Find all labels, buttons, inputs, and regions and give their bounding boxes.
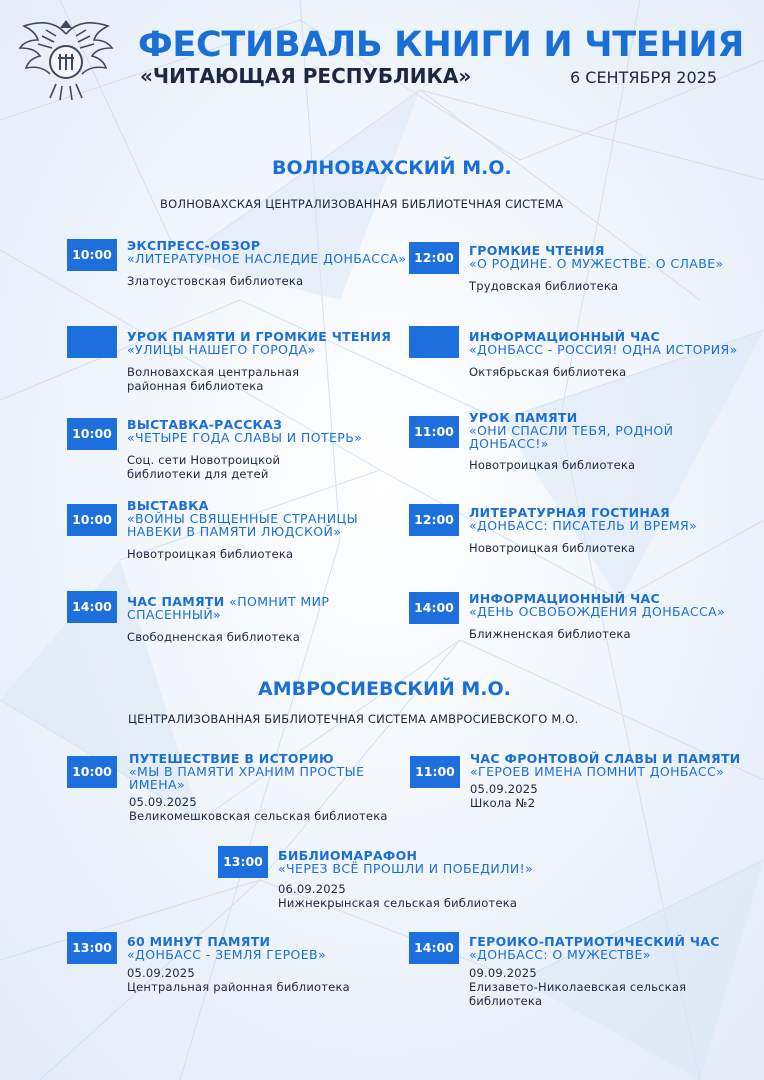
section-organization: ЦЕНТРАЛИЗОВАННАЯ БИБЛИОТЕЧНАЯ СИСТЕМА АМВРОСИЕВСКОГО М.О. <box>128 712 579 726</box>
event-time: 14:00 <box>409 932 459 964</box>
event-subtitle: «ЧЕРЕЗ ВСЁ ПРОШЛИ И ПОБЕДИЛИ!» <box>278 861 534 876</box>
event-location: Златоустовская библиотека <box>127 274 304 288</box>
event-date: 05.09.2025 <box>470 782 538 796</box>
event-time: 11:00 <box>409 416 459 448</box>
event-time: 10:00 <box>67 239 117 271</box>
event-location: Свободненская библиотека <box>127 630 301 644</box>
event-title: ЭКСПРЕСС-ОБЗОР <box>127 238 261 253</box>
event-title: ГЕРОИКО-ПАТРИОТИЧЕСКИЙ ЧАС <box>469 934 720 949</box>
festival-subtitle: «ЧИТАЮЩАЯ РЕСПУБЛИКА» <box>140 64 472 88</box>
event-title: ЧАС ПАМЯТИ <box>127 594 225 609</box>
event-title: УРОК ПАМЯТИ И ГРОМКИЕ ЧТЕНИЯ <box>127 329 392 344</box>
event-location: Нижнекрынская сельская библиотека <box>278 896 518 910</box>
event-date: 05.09.2025 <box>129 795 197 809</box>
event-subtitle: «ЧЕТЫРЕ ГОДА СЛАВЫ И ПОТЕРЬ» <box>127 430 363 445</box>
event-subtitle: «ДОНБАСС - РОССИЯ! ОДНА ИСТОРИЯ» <box>469 342 738 357</box>
event-time: 10:00 <box>67 756 117 788</box>
event-time: 13:00 <box>67 932 117 964</box>
event-title: ЛИТЕРАТУРНАЯ ГОСТИНАЯ <box>469 505 670 520</box>
section-title: АМВРОСИЕВСКИЙ М.О. <box>258 678 511 700</box>
event-time: 12:00 <box>409 504 459 536</box>
event-location: Новотроицкая библиотека <box>469 541 636 555</box>
event-subtitle: «ЛИТЕРАТУРНОЕ НАСЛЕДИЕ ДОНБАССА» <box>127 251 407 266</box>
event-location: Новотроицкая библиотека <box>469 458 636 472</box>
event-subtitle: «ГЕРОЕВ ИМЕНА ПОМНИТ ДОНБАСС» <box>470 764 725 779</box>
section-organization: ВОЛНОВАХСКАЯ ЦЕНТРАЛИЗОВАННАЯ БИБЛИОТЕЧНАЯ СИСТЕМА <box>160 197 564 211</box>
festival-date: 6 СЕНТЯБРЯ 2025 <box>570 68 718 87</box>
event-subtitle: «ДЕНЬ ОСВОБОЖДЕНИЯ ДОНБАССА» <box>469 604 726 619</box>
event-location: Новотроицкая библиотека <box>127 547 294 561</box>
event-time: 13:00 <box>218 846 268 878</box>
event-subtitle: «МЫ В ПАМЯТИ ХРАНИМ ПРОСТЫЕ ИМЕНА» <box>129 764 365 792</box>
event-location: Ближненская библиотека <box>469 627 631 641</box>
festival-title: ФЕСТИВАЛЬ КНИГИ И ЧТЕНИЯ <box>138 25 745 65</box>
event-subtitle: «ДОНБАСС: ПИСАТЕЛЬ И ВРЕМЯ» <box>469 518 698 533</box>
event-location: Центральная районная библиотека <box>127 980 350 994</box>
event-time: 14:00 <box>67 591 117 623</box>
event-subtitle: «О РОДИНЕ. О МУЖЕСТВЕ. О СЛАВЕ» <box>469 256 724 271</box>
event-subtitle: «ДОНБАСС - ЗЕМЛЯ ГЕРОЕВ» <box>127 947 327 962</box>
event-date: 09.09.2025 <box>469 966 537 980</box>
event-time <box>409 326 459 358</box>
event-subtitle: «ДОНБАСС: О МУЖЕСТВЕ» <box>469 947 651 962</box>
event-location: Елизавето-Николаевская сельская библиотека <box>469 980 687 1008</box>
event-time: 10:00 <box>67 418 117 450</box>
event-subtitle: «ОНИ СПАСЛИ ТЕБЯ, РОДНОЙ ДОНБАСС!» <box>469 423 674 451</box>
event-location: Трудовская библиотека <box>469 279 619 293</box>
event-title: 60 МИНУТ ПАМЯТИ <box>127 934 271 949</box>
event-date: 05.09.2025 <box>127 966 195 980</box>
event-time <box>67 326 117 358</box>
event-title: ПУТЕШЕСТВИЕ В ИСТОРИЮ <box>129 751 334 766</box>
event-time: 11:00 <box>410 756 460 788</box>
event-time: 10:00 <box>67 504 117 536</box>
event-subtitle: «ВОЙНЫ СВЯЩЕННЫЕ СТРАНИЦЫ НАВЕКИ В ПАМЯТИ ЛЮДСКОЙ» <box>127 511 359 539</box>
section-title: ВОЛНОВАХСКИЙ М.О. <box>272 157 512 179</box>
event-title: ЧАС ФРОНТОВОЙ СЛАВЫ И ПАМЯТИ <box>470 751 741 766</box>
event-time: 12:00 <box>409 242 459 274</box>
event-title: ИНФОРМАЦИОННЫЙ ЧАС <box>469 591 660 606</box>
event-title: ИНФОРМАЦИОННЫЙ ЧАС <box>469 329 660 344</box>
event-subtitle: «УЛИЦЫ НАШЕГО ГОРОДА» <box>127 342 316 357</box>
event-location: Великомешковская сельская библиотека <box>129 809 388 823</box>
event-location: Октябрьская библиотека <box>469 365 627 379</box>
event-time: 14:00 <box>409 592 459 624</box>
event-location: Соц. сети Новотроицкой библиотеки для детей <box>127 453 281 481</box>
event-date: 06.09.2025 <box>278 882 346 896</box>
eagle-emblem-logo <box>16 14 116 104</box>
event-title: ГРОМКИЕ ЧТЕНИЯ <box>469 243 605 258</box>
event-location: Школа №2 <box>470 796 536 810</box>
event-title: ВЫСТАВКА-РАССКАЗ <box>127 417 283 432</box>
event-title: ВЫСТАВКА <box>127 498 209 513</box>
event-title: БИБЛИОМАРАФОН <box>278 848 418 863</box>
event-title: УРОК ПАМЯТИ <box>469 410 578 425</box>
event-location: Волновахская центральная районная библиотека <box>127 365 300 393</box>
event-subtitle: «ПОМНИТ МИР СПАСЕННЫЙ» <box>127 594 330 622</box>
